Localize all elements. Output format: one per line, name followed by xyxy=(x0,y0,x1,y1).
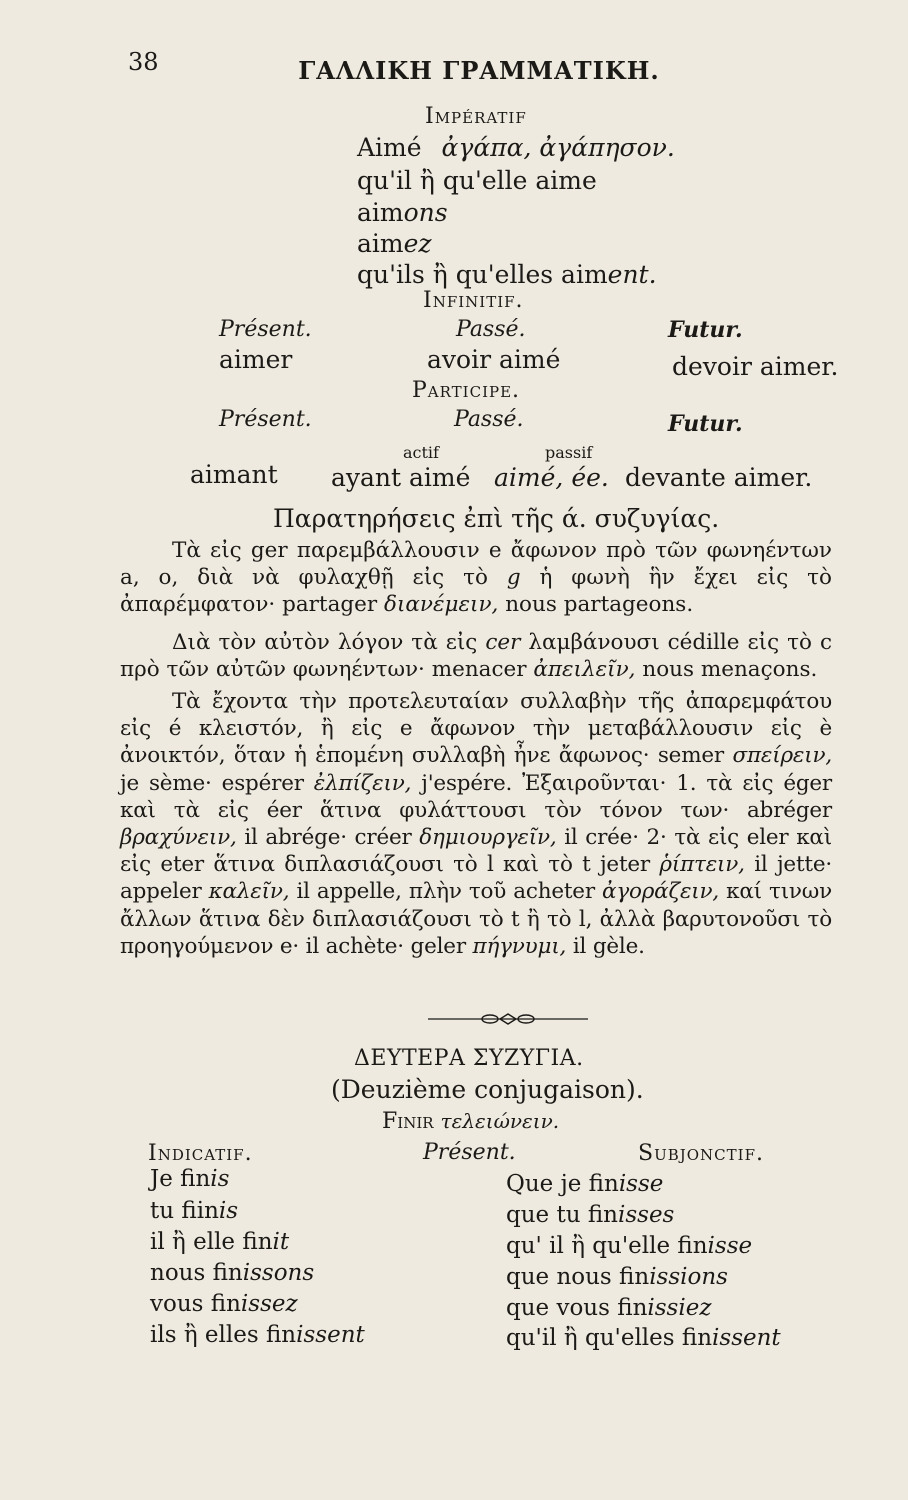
subjonctif-row xyxy=(506,1233,752,1259)
subjonctif-row xyxy=(506,1295,711,1321)
verb-heading xyxy=(382,1109,559,1134)
greek-gloss: πήγνυμι, xyxy=(472,933,567,959)
verb-gr: τελειώνειν. xyxy=(440,1109,560,1133)
ending: it xyxy=(272,1229,290,1255)
text: je sème· espérer xyxy=(120,770,304,796)
stem: ils ἢ elles fin xyxy=(150,1322,297,1348)
infinitif-passe-value: avoir aimé xyxy=(427,345,561,374)
participe-passif-label: passif xyxy=(545,443,593,462)
participe-passe-actif: ayant aimé xyxy=(331,463,471,492)
imperatif-fr: Aimé xyxy=(357,133,422,162)
ending: is xyxy=(210,1166,230,1192)
imperatif-line-5-eta: ἢ xyxy=(432,260,448,289)
ending: ent. xyxy=(607,260,657,289)
term: e xyxy=(488,538,502,563)
indicatif-row xyxy=(150,1322,365,1348)
passif-b: ée. xyxy=(571,463,609,492)
text: καί τινων ἄλλων ἅτινα δὲν διπλασιάζουσι τὸ t ἢ τὸ l, ἀλλὰ βαρυτονοῦσι τὸ προηγούμενον e· il achète· geler xyxy=(120,879,833,959)
ending: ez xyxy=(403,229,432,258)
subjonctif-row xyxy=(506,1264,728,1290)
text: λαμβάνουσι cédille εἰς τὸ c πρὸ τῶν αὐτῶν φωνηέντων· menacer xyxy=(120,630,832,683)
stem: nous fin xyxy=(150,1260,243,1286)
indicatif-row xyxy=(150,1260,314,1286)
page-number: 38 xyxy=(128,48,159,76)
text: il crée· 2· τὰ εἰς eler καὶ εἰς eter ἅτινα διπλασιάζουσι τὸ l καὶ τὸ t jeter xyxy=(120,825,832,878)
text: Τὰ εἰς xyxy=(172,538,242,563)
stem: Je fin xyxy=(150,1166,211,1192)
observation-paragraph-2 xyxy=(120,629,832,683)
observation-paragraph-3 xyxy=(120,688,832,960)
greek-gloss: βραχύνειν, xyxy=(120,825,237,851)
text: Διὰ τὸν αὐτὸν λόγον τὰ εἰς xyxy=(172,630,478,655)
ending: issions xyxy=(649,1264,728,1290)
ending: ons xyxy=(403,198,448,227)
ornament-divider-icon xyxy=(428,1011,588,1027)
imperatif-line-5 xyxy=(357,260,657,289)
imperatif-line-3 xyxy=(357,198,448,227)
stem: aim xyxy=(357,229,404,258)
text: il gèle. xyxy=(572,933,645,959)
text: ἡ φωνὴ ἣν ἔχει εἰς τὸ ἀπαρέμφατον· partager xyxy=(120,565,832,618)
text: Τὰ ἔχοντα τὴν προτελευταίαν συλλαβὴν τῆς ἀπαρεμφάτου εἰς é κλειστόν, ἢ εἰς e ἄφωνον τὴν μεταβάλλουσιν εἰς è ἀνοικτόν, ὅταν ἡ ἑπομένη συλλαβὴ ἦνε ἄφωνος· semer xyxy=(120,689,832,769)
participe-present-value: aimant xyxy=(190,460,278,489)
term: g xyxy=(506,565,521,591)
greek-gloss: ἐλπίζειν, xyxy=(313,770,412,796)
stem: il ἢ elle fin xyxy=(150,1229,273,1255)
second-conjugation-title: ΔΕΥΤΕΡΑ ΣΥΖΥΓΙΑ. xyxy=(354,1046,584,1071)
ending: issons xyxy=(242,1260,315,1286)
ending: issent xyxy=(296,1322,365,1348)
infinitif-present-label: Présent. xyxy=(219,317,312,342)
subjonctif-label: Subjonctif. xyxy=(638,1141,764,1166)
stem: aim xyxy=(357,198,404,227)
imperatif-line-2-eta: ἢ xyxy=(419,166,435,195)
infinitif-futur-value: devoir aimer. xyxy=(672,352,839,381)
text: il jette· appeler xyxy=(120,852,832,905)
ending: issiez xyxy=(647,1295,712,1321)
participe-futur-value: devante aimer. xyxy=(625,463,813,492)
imperatif-heading: Impératif xyxy=(425,104,527,129)
running-title: ΓΑΛΛΙΚΗ ΓΡΑΜΜΑΤΙΚΗ. xyxy=(298,56,660,85)
passif-a: aimé, xyxy=(494,463,564,492)
imperatif-line-2-a: qu'il xyxy=(357,166,412,195)
second-conjugation-subtitle: (Deuzième conjugaison). xyxy=(331,1075,644,1104)
subjonctif-row xyxy=(506,1202,674,1228)
ending: is xyxy=(218,1198,239,1224)
stem: que tu fin xyxy=(506,1202,618,1228)
stem: que nous fin xyxy=(506,1264,650,1290)
indicatif-row xyxy=(150,1198,238,1224)
stem: Que je fin xyxy=(506,1171,619,1197)
text: nous menaçons. xyxy=(642,657,818,683)
infinitif-futur-label: Futur. xyxy=(668,317,743,343)
imperatif-line-5-a: qu'ils xyxy=(357,260,425,289)
greek-gloss: ῥίπτειν, xyxy=(659,852,745,878)
stem: que vous fin xyxy=(506,1295,648,1321)
participe-heading: Participe. xyxy=(412,378,521,403)
subjonctif-row xyxy=(506,1325,781,1351)
observation-paragraph-1 xyxy=(120,537,832,619)
greek-gloss: ἀπειλεῖν, xyxy=(533,657,636,683)
infinitif-passe-label: Passé. xyxy=(456,317,526,342)
greek-gloss: καλεῖν, xyxy=(208,879,290,905)
participe-actif-label: actif xyxy=(403,443,439,462)
greek-gloss: διανέμειν, xyxy=(384,592,499,618)
participe-passe-passif xyxy=(494,463,609,492)
imperatif-line-1 xyxy=(357,133,675,162)
text: il abrége· créer xyxy=(244,825,412,851)
participe-passe-label: Passé. xyxy=(454,407,524,432)
ending: isse xyxy=(707,1233,753,1259)
text: j'espére. Ἐξαιροῦνται· 1. τὰ εἰς éger καὶ τὰ εἰς éer ἅτινα φυλάττουσι τὸν τόνον των· abréger xyxy=(120,770,833,823)
ending: isse xyxy=(618,1171,664,1197)
present-label: Présent. xyxy=(423,1140,516,1165)
verb-fr: Finir xyxy=(382,1109,434,1134)
text: il appelle, πλὴν τοῦ acheter xyxy=(296,879,595,905)
ending: isses xyxy=(617,1202,675,1228)
imperatif-line-2 xyxy=(357,166,597,195)
imperatif-line-4 xyxy=(357,229,432,258)
stem: qu' il ἢ qu'elle fin xyxy=(506,1233,708,1259)
greek-gloss: δημιουργεῖν, xyxy=(419,825,557,851)
subjonctif-row xyxy=(506,1171,663,1197)
infinitif-present-value: aimer xyxy=(219,345,293,374)
indicatif-row xyxy=(150,1229,289,1255)
greek-gloss: σπείρειν, xyxy=(732,743,832,769)
stem: qu'elles aim xyxy=(455,260,608,289)
text: ἄφωνον πρὸ τῶν φωνηέντων a, o, διὰ νὰ φυλαχθῇ εἰς τὸ xyxy=(120,538,832,591)
term: cer xyxy=(485,630,521,655)
greek-gloss: ἀγοράζειν, xyxy=(602,879,720,905)
term: ger xyxy=(250,538,288,563)
ending: issent xyxy=(712,1325,781,1351)
observations-heading: Παρατηρήσεις ἐπὶ τῆς ά. συζυγίας. xyxy=(273,504,720,533)
stem: tu fiin xyxy=(150,1198,219,1224)
participe-present-label: Présent. xyxy=(219,407,312,432)
ending: issez xyxy=(240,1291,298,1317)
indicatif-label: Indicatif. xyxy=(148,1141,253,1166)
indicatif-row xyxy=(150,1291,298,1317)
infinitif-heading: Infinitif. xyxy=(423,288,524,313)
stem: qu'il ἢ qu'elles fin xyxy=(506,1325,713,1351)
text: nous partageons. xyxy=(505,592,694,618)
text: παρεμβάλλουσιν xyxy=(296,538,480,563)
stem: vous fin xyxy=(150,1291,241,1317)
imperatif-gr: ἀγάπα, ἀγάπησον. xyxy=(441,133,675,162)
imperatif-line-2-b: qu'elle aime xyxy=(442,166,597,195)
participe-futur-label: Futur. xyxy=(668,411,743,437)
indicatif-row xyxy=(150,1166,229,1192)
